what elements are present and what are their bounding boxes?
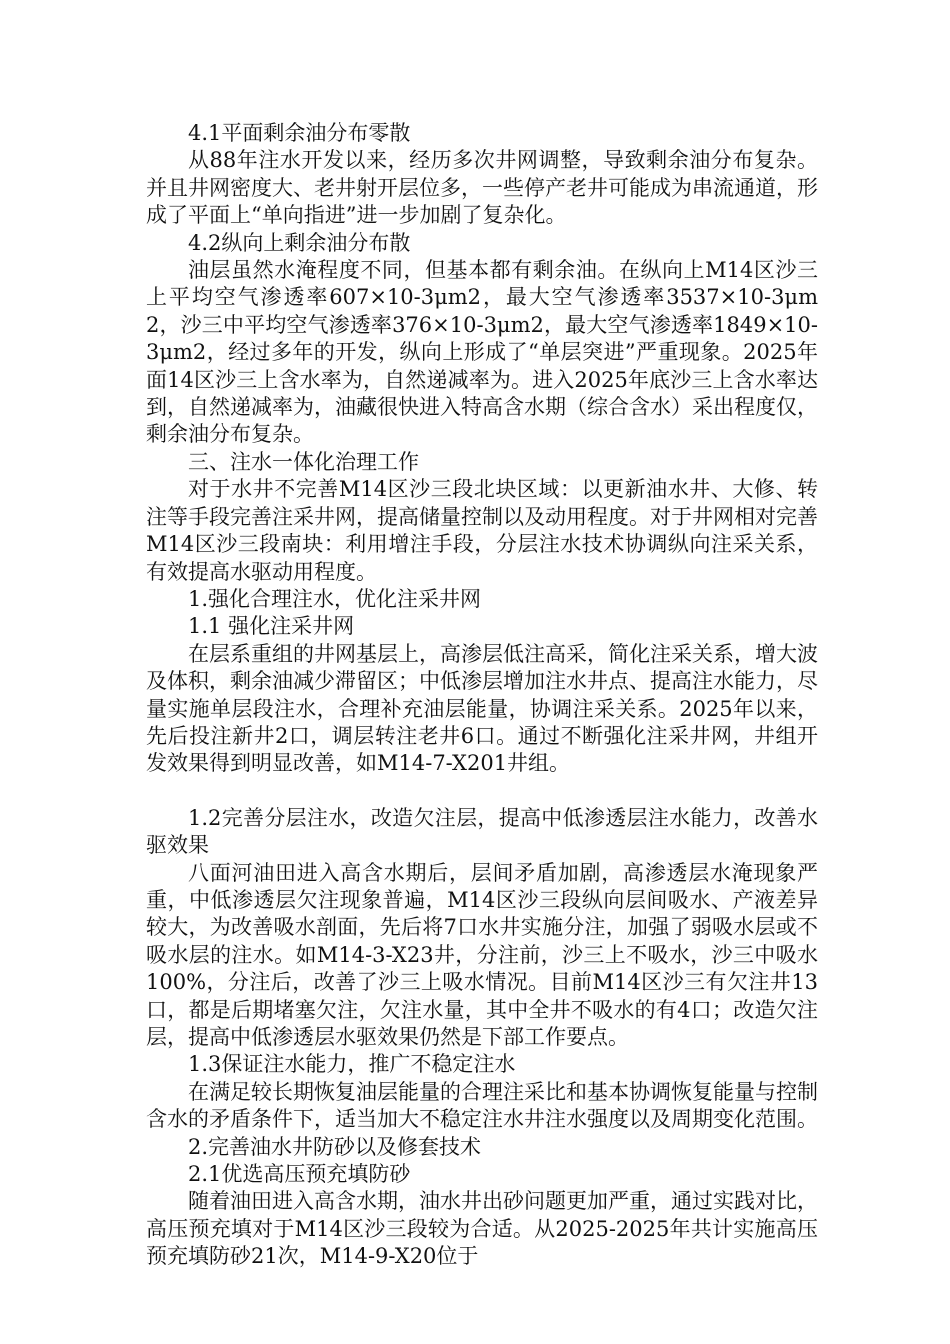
paragraph-1-1-body: 在层系重组的井网基层上，高渗层低注高采，简化注采关系，增大波及体积，剩余油减少滞留区；中低渗层增加注水井点、提高注水能力，尽量实施单层段注水，合理补充油层能量，协调注采关系。2025年以来，先后投注新井2口，调层转注老井6口。通过不断强化注采井网，井组开发效果得到明显改善，如M14-7-X201井组。 [146, 641, 818, 776]
paragraph-section-3-body: 对于水井不完善M14区沙三段北块区域：以更新油水井、大修、转注等手段完善注采井网，提高储量控制以及动用程度。对于井网相对完善M14区沙三段南块：利用增注手段，分层注水技术协调纵向注采关系，有效提高水驱动用程度。 [146, 477, 818, 584]
paragraph-1-2-body: 八面河油田进入高含水期后，层间矛盾加剧，高渗透层水淹现象严重，中低渗透层欠注现象普遍，M14区沙三段纵向层间吸水、产液差异较大，为改善吸水剖面，先后将7口水井实施分注，加强了弱吸水层或不吸水层的注水。如M14-3-X23井，分注前，沙三上不吸水，沙三中吸水100%，分注后，改善了沙三上吸水情况。目前M14区沙三有欠注井13口，都是后期堵塞欠注，欠注水量，其中全井不吸水的有4口；改造欠注层，提高中低渗透层水驱效果仍然是下部工作要点。 [146, 860, 818, 1049]
heading-2-1: 2.1优选高压预充填防砂 [188, 1162, 411, 1187]
heading-1-1: 1.1 强化注采井网 [188, 614, 355, 639]
heading-section-3: 三、注水一体化治理工作 [188, 449, 419, 474]
paragraph-1-3-body: 在满足较长期恢复油层能量的合理注采比和基本协调恢复能量与控制含水的矛盾条件下，适当加大不稳定注水井注水强度以及周期变化范围。 [146, 1079, 818, 1132]
heading-1-2: 1.2完善分层注水，改造欠注层，提高中低渗透层注水能力，改善水驱效果 [146, 805, 818, 858]
heading-4-1: 4.1平面剩余油分布零散 [188, 121, 411, 145]
heading-2: 2.完善油水井防砂以及修套技术 [188, 1134, 482, 1159]
paragraph-4-1-body: 从88年注水开发以来，经历多次井网调整，导致剩余油分布复杂。并且井网密度大、老井射开层位多，一些停产老井可能成为串流通道，形成了平面上“单向指进”进一步加剧了复杂化。 [146, 148, 818, 228]
heading-1-3: 1.3保证注水能力，推广不稳定注水 [188, 1052, 516, 1077]
heading-1: 1.强化合理注水，优化注采井网 [188, 586, 482, 611]
paragraph-4-2-body: 油层虽然水淹程度不同，但基本都有剩余油。在纵向上M14区沙三上平均空气渗透率607×10-3μm2，最大空气渗透率3537×10-3μm2，沙三中平均空气渗透率376×10-3μm2，最大空气渗透率1849×10-3μm2，经过多年的开发，纵向上形成了“单层突进”严重现象。2025年面14区沙三上含水率为，自然递减率为。进入2025年底沙三上含水率达到，自然递减率为，油藏很快进入特高含水期（综合含水）采出程度仅，剩余油分布复杂。 [146, 258, 818, 447]
heading-4-2: 4.2纵向上剩余油分布散 [188, 230, 411, 255]
paragraph-2-1-body: 随着油田进入高含水期，油水井出砂问题更加严重，通过实践对比，高压预充填对于M14区沙三段较为合适。从2025-2025年共计实施高压预充填防砂21次，M14-9-X20位于 [146, 1189, 818, 1269]
blank-line [146, 778, 818, 805]
document-body [146, 120, 818, 1271]
